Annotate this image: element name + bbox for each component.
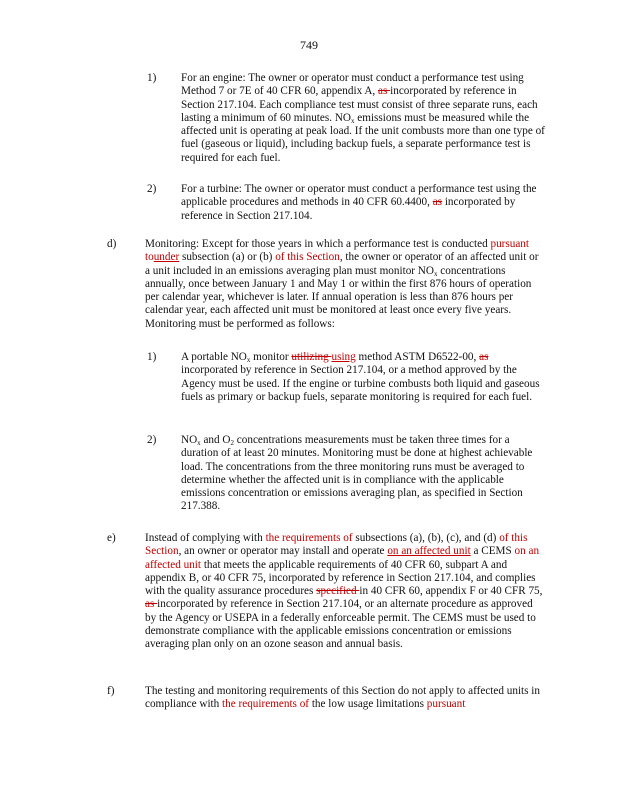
list-marker: f) xyxy=(107,685,115,697)
inserted-text: of this Section xyxy=(275,251,340,264)
paragraph-c1: For an engine: The owner or operator must conduct a performance test using Method 7 or 7E of 40 CFR 60, appendix A, as incorporated by reference in Section 217.104. Each compliance test must consist of three separate runs, each lasting a minimum of 60 minutes. $NO_x$ emissions must be measured while the affected unit is operating at peak load. If the unit combusts more than one type of fuel (gaseous or liquid), including backup fuels, a separate performance test is required for each fuel. xyxy=(181,72,545,164)
deleted-text: as xyxy=(378,85,391,98)
list-marker: e) xyxy=(107,532,116,544)
deleted-text: specified xyxy=(316,585,360,598)
list-marker: 2) xyxy=(147,434,157,446)
page-number: 749 xyxy=(300,38,318,52)
paragraph-d2: $NO_x$ and $O_2$ concentrations measurements must be taken three times for a duration of at least 20 minutes. Monitoring must be done at highest achievable load. The concentrations from the three monitoring runs must be averaged to determine whether the affected unit is in compliance with the applicable emissions concentration or emissions averaging plan, as specified in Section 217.388. xyxy=(181,434,533,513)
inserted-text: pursuant to xyxy=(145,238,529,264)
list-marker: 2) xyxy=(147,183,157,195)
deleted-text: as xyxy=(432,196,443,209)
list-marker: 1) xyxy=(147,351,157,363)
deleted-text: as xyxy=(479,351,489,363)
paragraph-e: Instead of complying with the requirements of subsections (a), (b), (c), and (d) of this Section, an owner or operator may install and operate on an affected unit a CEMS on an affected unit that meets the applicable requirements of 40 CFR 60, subpart A and appendix B, or 40 CFR 75, incorporated by reference in Section 217.104, and complies with the quality assurance procedures specified in 40 CFR 60, appendix F or 40 CFR 75, as incorporated by reference in Section 217.104, or an alternate procedure as approved by the Agency or USEPA in a federally enforceable permit. The CEMS must be used to demonstrate compliance with the applicable emissions concentration or emissions averaging plan only on an ozone season and annual basis. xyxy=(145,532,543,651)
inserted-text: pursuant xyxy=(426,698,466,711)
inserted-text: the requirements of xyxy=(222,698,310,711)
inserted-text: of this Section xyxy=(145,532,528,558)
paragraph-d: Monitoring: Except for those years in which a performance test is conducted pursuant tounder subsection (a) or (b) of this Section, the owner or operator of an affected unit or a unit included in an emissions averaging plan must monitor $NO_x$ concentrations annually, once between January 1 and May 1 or within the first 876 hours of operation per calendar year, whichever is later. If annual operation is less than 876 hours per calendar year, each affected unit must be monitored at least once every five years. Monitoring must be performed as follows: xyxy=(145,238,539,330)
inserted-text: on an affected unit xyxy=(145,545,540,571)
list-marker: d) xyxy=(107,238,117,250)
deleted-text: as xyxy=(145,598,158,611)
inserted-text: using xyxy=(331,351,356,363)
paragraph-d1: A portable $NO_x$ monitor utilizing using method ASTM D6522-00, as incorporated by reference in Section 217.104, or a method approved by the Agency must be used. If the engine or turbine combusts both liquid and gaseous fuels as primary or backup fuels, separate monitoring is required for each fuel. xyxy=(181,351,540,403)
inserted-text: the requirements of xyxy=(265,532,353,544)
list-marker: 1) xyxy=(147,72,157,84)
inserted-text: on an affected unit xyxy=(387,545,471,558)
paragraph-f: The testing and monitoring requirements of this Section do not apply to affected units in compliance with the requirements of the low usage limitations pursuant xyxy=(145,685,541,711)
inserted-text: under xyxy=(153,251,180,264)
deleted-text: utilizing xyxy=(291,351,332,363)
paragraph-c2: For a turbine: The owner or operator must conduct a performance test using the applicable procedures and methods in 40 CFR 60.4400, as incorporated by reference in Section 217.104. xyxy=(181,183,537,222)
